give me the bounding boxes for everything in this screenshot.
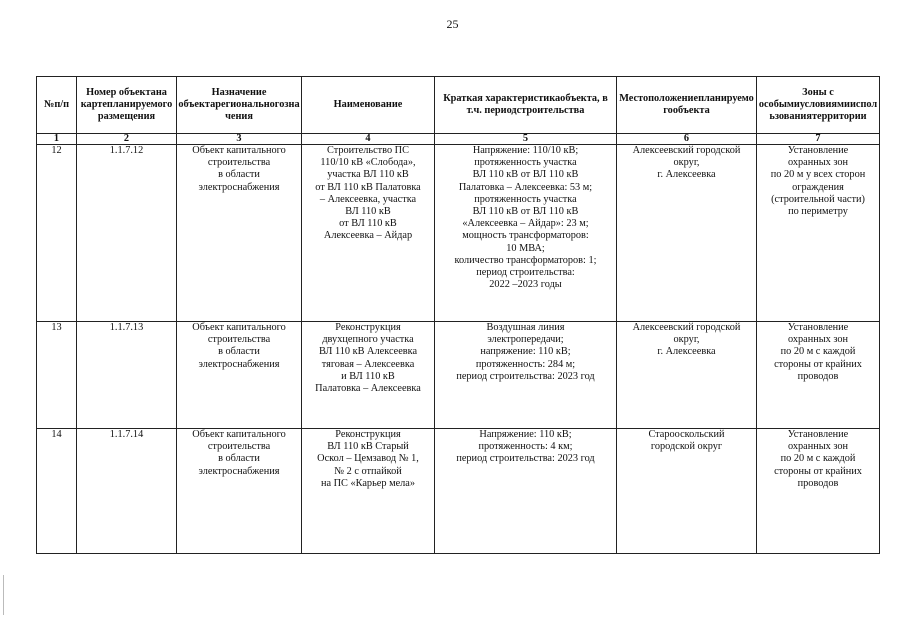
- column-number: 7: [757, 134, 880, 145]
- cell-line: протяженность: 4 км;: [478, 441, 573, 453]
- cell-line: городской округ: [650, 441, 723, 453]
- cell-line: охранных зон: [787, 441, 849, 453]
- cell-line: период строительства:: [476, 267, 575, 279]
- cell-object-purpose: [177, 322, 302, 429]
- cell-line: в области: [218, 453, 260, 465]
- cell-line: №: [43, 98, 55, 110]
- cell-line: Краткая характеристика: [443, 92, 561, 104]
- cell-line: от ВЛ 110 кВ: [339, 218, 397, 230]
- cell-line: округ,: [673, 157, 700, 169]
- header-object-map-number: [77, 77, 177, 134]
- cell-object-map-number: [77, 322, 177, 429]
- cell-line: по 20 м с каждой: [780, 346, 856, 358]
- column-number: 5: [435, 134, 617, 145]
- cell-line: Напряжение: 110 кВ;: [479, 429, 572, 440]
- cell-line: г. Алексеевка: [657, 169, 716, 181]
- cell-line: 1.1.7.13: [109, 322, 144, 333]
- cell-line: охранных зон: [787, 157, 849, 169]
- cell-line: строительства: [516, 105, 585, 116]
- cell-line: 1.1.7.12: [109, 145, 144, 156]
- cell-line: электроснабжения: [198, 358, 280, 370]
- cell-line: электроснабжения: [198, 181, 280, 193]
- column-number: 3: [177, 134, 302, 145]
- cell-object-location: [617, 145, 757, 322]
- cell-line: ВЛ 110 кВ Алексеевка: [318, 346, 418, 358]
- header-object-characteristics: [435, 77, 617, 134]
- cell-line: период строительства: 2023 год: [456, 370, 595, 382]
- cell-line: Воздушная линия: [486, 322, 565, 333]
- cell-line: планируемого: [106, 98, 173, 110]
- cell-object-name: [302, 145, 435, 322]
- cell-line: № 2 с отпайкой: [334, 465, 402, 477]
- cell-line: электропередачи;: [487, 334, 564, 346]
- column-number: 6: [617, 134, 757, 145]
- cell-line: 12: [51, 145, 62, 156]
- cell-object-name: [302, 322, 435, 429]
- cell-line: ВЛ 110 кВ от ВЛ 110 кВ: [472, 169, 579, 181]
- cell-line: проводов: [797, 370, 839, 382]
- objects-table: [36, 76, 880, 554]
- cell-line: 1.1.7.14: [109, 429, 144, 440]
- cell-line: использования: [769, 98, 878, 123]
- cell-line: напряжение: 110 кВ;: [480, 346, 571, 358]
- cell-line: протяженность участка: [474, 157, 577, 169]
- cell-line: Объект капитального: [192, 429, 286, 440]
- header-special-zones: [757, 77, 880, 134]
- cell-line: Зоны с особыми: [758, 86, 834, 110]
- cell-line: ВЛ 110 кВ от ВЛ 110 кВ: [472, 206, 579, 218]
- table-row: [37, 322, 880, 429]
- column-number: 1: [37, 134, 77, 145]
- cell-line: 110/10 кВ «Слобода»,: [320, 157, 416, 169]
- cell-line: регионального: [215, 98, 285, 110]
- cell-line: охранных зон: [787, 334, 849, 346]
- cell-object-characteristics: [435, 322, 617, 429]
- cell-line: Установление: [787, 145, 849, 156]
- cell-line: Установление: [787, 429, 849, 440]
- cell-line: строительства: [207, 157, 271, 169]
- cell-object-characteristics: [435, 145, 617, 322]
- header-object-purpose: [177, 77, 302, 134]
- cell-line: округ,: [673, 334, 700, 346]
- cell-line: планируемого: [663, 92, 754, 116]
- cell-line: протяженность: 284 м;: [475, 358, 576, 370]
- cell-line: электроснабжения: [198, 465, 280, 477]
- cell-line: в области: [218, 169, 260, 181]
- cell-line: мощность трансформаторов:: [462, 230, 589, 242]
- cell-line: строительства: [207, 334, 271, 346]
- cell-line: по 20 м с каждой: [780, 453, 856, 465]
- cell-line: участка ВЛ 110 кВ: [327, 169, 409, 181]
- cell-special-zones: [757, 429, 880, 554]
- cell-line: в области: [218, 346, 260, 358]
- cell-line: строительства: [207, 441, 271, 453]
- cell-line: и ВЛ 110 кВ: [341, 370, 395, 382]
- cell-line: Номер объекта: [86, 86, 156, 98]
- cell-row-number: [37, 322, 77, 429]
- cell-line: объекта: [672, 105, 710, 116]
- cell-line: Алексеевка – Айдар: [323, 230, 413, 242]
- cell-line: Наименование: [333, 98, 403, 110]
- cell-line: проводов: [797, 477, 839, 489]
- cell-line: условиями: [799, 98, 850, 110]
- cell-line: Алексеевский городской: [632, 145, 741, 156]
- cell-special-zones: [757, 145, 880, 322]
- cell-line: стороны от крайних: [774, 465, 862, 477]
- cell-line: Напряжение: 110/10 кВ;: [472, 145, 579, 156]
- cell-line: размещения: [97, 111, 156, 123]
- table-row: [37, 145, 880, 322]
- cell-line: стороны от крайних: [774, 358, 862, 370]
- cell-line: (строительной части): [771, 193, 865, 205]
- cell-line: г. Алексеевка: [657, 346, 716, 358]
- column-number-row: [37, 134, 880, 145]
- cell-line: объекта, в т.ч. период: [466, 92, 608, 116]
- cell-row-number: [37, 429, 77, 554]
- cell-line: Объект капитального: [192, 322, 286, 333]
- cell-line: Строительство ПС: [327, 145, 409, 156]
- cell-line: на ПС «Карьер мела»: [320, 477, 416, 489]
- cell-line: «Алексеевка – Айдар»: 23 м;: [462, 218, 589, 230]
- cell-line: Назначение объекта: [178, 86, 267, 110]
- cell-line: 14: [51, 429, 62, 440]
- cell-line: по 20 м у всех сторон: [770, 169, 866, 181]
- cell-line: Реконструкция: [335, 429, 401, 440]
- header-object-location: [617, 77, 757, 134]
- table-row: [37, 429, 880, 554]
- page-number: 25: [446, 17, 459, 31]
- cell-line: территории: [811, 111, 867, 123]
- cell-line: по периметру: [788, 206, 848, 218]
- cell-object-map-number: [77, 429, 177, 554]
- cell-object-map-number: [77, 145, 177, 322]
- cell-line: Алексеевский городской: [632, 322, 741, 333]
- cell-line: 13: [51, 322, 62, 333]
- cell-line: Установление: [787, 322, 849, 333]
- cell-line: протяженность участка: [474, 193, 577, 205]
- cell-line: – Алексеевка, участка: [319, 193, 417, 205]
- cell-special-zones: [757, 322, 880, 429]
- cell-line: значения: [225, 98, 300, 123]
- cell-line: 2022 –2023 годы: [489, 279, 562, 291]
- cell-line: Объект капитального: [192, 145, 286, 156]
- cell-line: Палатовка – Алексеевка: [315, 383, 421, 395]
- cell-object-location: [617, 322, 757, 429]
- cell-object-purpose: [177, 145, 302, 322]
- cell-line: ВЛ 110 кВ: [345, 206, 391, 218]
- cell-line: п/п: [54, 98, 70, 110]
- cell-object-characteristics: [435, 429, 617, 554]
- cell-line: Старооскольский: [648, 429, 725, 440]
- cell-line: на карте: [80, 86, 167, 110]
- cell-object-purpose: [177, 429, 302, 554]
- cell-object-name: [302, 429, 435, 554]
- cell-line: ограждения: [792, 181, 844, 193]
- cell-line: двухцепного участка: [322, 334, 414, 346]
- header-row-number: [37, 77, 77, 134]
- cell-line: Оскол – Цемзавод № 1,: [317, 453, 419, 465]
- cell-row-number: [37, 145, 77, 322]
- cell-line: тяговая – Алексеевка: [321, 358, 415, 370]
- column-number: 4: [302, 134, 435, 145]
- header-object-name: [302, 77, 435, 134]
- scan-margin-mark: [3, 575, 4, 615]
- table-body: [37, 145, 880, 554]
- cell-line: Реконструкция: [335, 322, 401, 333]
- cell-line: количество трансформаторов: 1;: [454, 254, 597, 266]
- cell-line: Палатовка – Алексеевка: 53 м;: [458, 181, 593, 193]
- cell-line: Местоположение: [619, 92, 699, 104]
- cell-line: период строительства: 2023 год: [456, 453, 595, 465]
- cell-line: от ВЛ 110 кВ Палатовка: [315, 181, 421, 193]
- table-header-row: [37, 77, 880, 134]
- cell-line: ВЛ 110 кВ Старый: [327, 441, 409, 453]
- cell-object-location: [617, 429, 757, 554]
- column-number: 2: [77, 134, 177, 145]
- cell-line: 10 МВА;: [506, 242, 545, 254]
